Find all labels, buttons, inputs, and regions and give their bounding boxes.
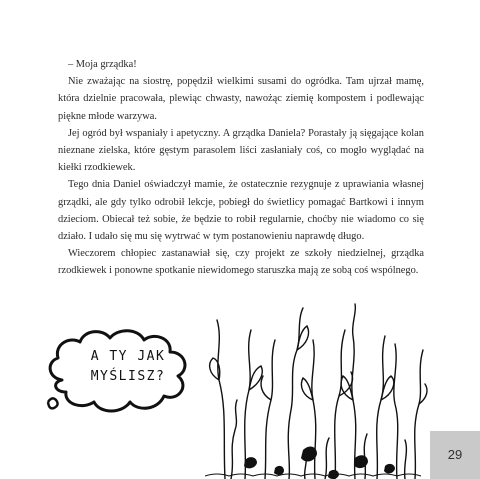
paragraph-5: Wieczorem chłopiec zastanawiał się, czy projekt ze szkoły niedzielnej, grządka rzodkiewek i ponowne spotkanie niewidomego staruszka mają ze sobą coś wspólnego. [58, 248, 424, 277]
bubble-line-2: MYŚLISZ? [90, 369, 166, 384]
paragraph-4: Tego dnia Daniel oświadczył mamie, że ostatecznie rezygnuje z uprawiania własnej grządki, ale gdy tylko odrobił lekcje, pobiegł do świetlicy pomagać Bartkowi i innym dzieciom. Obiecał też sobie, że będzie to robił regularnie, choćby nie wiadomo co się działo. I udało się mu się wytrwać w tym postanowieniu naprawdę długo. [58, 179, 424, 243]
page-number-box [430, 431, 480, 479]
page-number: 29 [447, 447, 463, 462]
garden-illustration [205, 300, 430, 479]
paragraph-1: – Moja grządka! [68, 59, 137, 70]
bubble-line-1: A TY JAK [90, 349, 166, 364]
bubble-text [78, 347, 178, 387]
story-text [58, 56, 424, 280]
paragraph-2: Nie zważając na siostrę, popędził wielkimi susami do ogródka. Tam ujrzał mamę, która dzielnie pracowała, plewiąc chwasty, nawożąc ziemię kompostem i podlewając piękne młode warzywa. [58, 76, 424, 122]
thought-bubble [40, 322, 200, 422]
paragraph-3: Jej ogród był wspaniały i apetyczny. A grządka Daniela? Porastały ją sięgające kolan nieznane zielska, które gęstym parasolem liści zasłaniały coś, co mogło wyglądać na kiełki rzodkiewek. [58, 127, 424, 174]
